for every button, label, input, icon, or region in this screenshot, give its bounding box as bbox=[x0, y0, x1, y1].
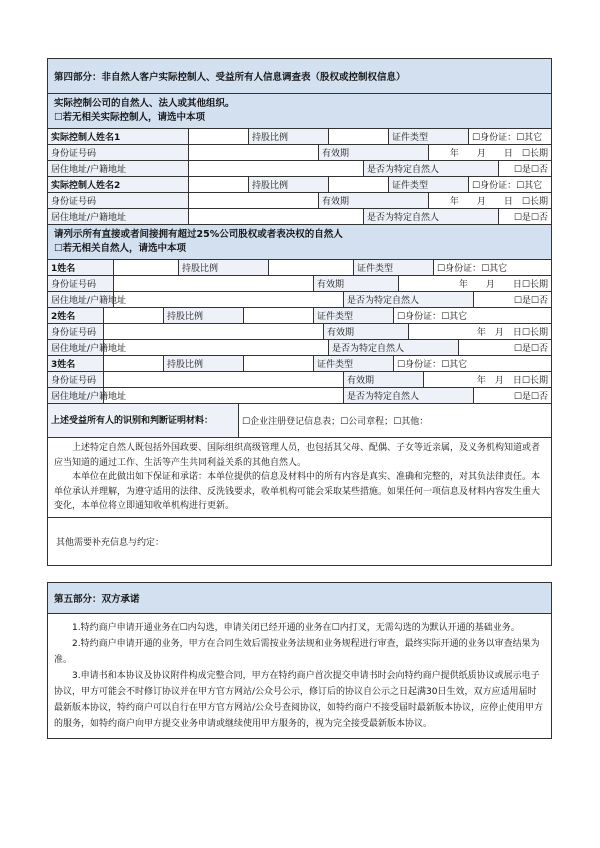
controller-group-header bbox=[48, 93, 551, 128]
address-input[interactable] bbox=[113, 292, 343, 307]
person-name-input[interactable] bbox=[113, 260, 178, 275]
evidence-row bbox=[48, 403, 551, 437]
person-id-row bbox=[48, 144, 551, 160]
controller-none-checkbox[interactable]: ☐若无相关实际控制人，请选中本项 bbox=[54, 112, 206, 123]
id-number-input[interactable] bbox=[188, 145, 318, 160]
id-type-options[interactable]: ☐身份证：☐其它 bbox=[468, 129, 551, 144]
person-name-row bbox=[48, 307, 551, 323]
other-info-label[interactable]: 其他需要补充信息与约定： bbox=[56, 537, 165, 548]
controller-group-line1: 实际控制公司的自然人、法人或其他组织。 bbox=[54, 98, 235, 109]
id-type-options[interactable]: ☐身份证：☐其它 bbox=[468, 177, 551, 192]
id-number-input[interactable] bbox=[188, 193, 318, 208]
person-address-row bbox=[48, 291, 551, 307]
part5-title: 第五部分：双方承诺 bbox=[48, 583, 551, 613]
address-label: 居住地址/户籍地址 bbox=[48, 292, 113, 307]
special-person-label: 是否为特定自然人 bbox=[343, 388, 473, 403]
person-id-row bbox=[48, 323, 551, 339]
id-type-label: 证件类型 bbox=[313, 308, 393, 323]
person-name-input[interactable] bbox=[188, 129, 248, 144]
person-name-input[interactable] bbox=[188, 177, 248, 192]
id-number-label: 身份证号码 bbox=[48, 324, 103, 339]
person-address-row bbox=[48, 160, 551, 176]
special-person-yes-no[interactable]: ☐是☐否 bbox=[458, 340, 551, 355]
id-number-input[interactable] bbox=[103, 372, 343, 387]
share-ratio-label: 持股比例 bbox=[178, 260, 268, 275]
beneficial-group-header bbox=[48, 224, 551, 259]
share-ratio-input[interactable] bbox=[328, 129, 388, 144]
valid-period-date[interactable]: 年 月 日 ☐长期 bbox=[428, 145, 551, 160]
valid-period-date[interactable]: 年 月 日☐长期 bbox=[423, 372, 551, 387]
valid-period-date[interactable]: 年 月 日☐长期 bbox=[398, 276, 551, 291]
person-name-row bbox=[48, 128, 551, 144]
id-type-label: 证件类型 bbox=[388, 129, 468, 144]
valid-period-label: 有效期 bbox=[318, 193, 428, 208]
id-number-label: 身份证号码 bbox=[48, 276, 113, 291]
person-name-label: 实际控制人姓名1 bbox=[48, 129, 188, 144]
person-name-row bbox=[48, 259, 551, 275]
id-type-label: 证件类型 bbox=[313, 356, 393, 371]
person-name-row bbox=[48, 176, 551, 192]
person-address-row bbox=[48, 339, 551, 355]
share-ratio-input[interactable] bbox=[243, 308, 313, 323]
special-person-yes-no[interactable]: ☐是☐否 bbox=[498, 209, 551, 224]
id-number-label: 身份证号码 bbox=[48, 193, 188, 208]
address-input[interactable] bbox=[103, 388, 343, 403]
evidence-label: 上述受益所有人的识别和判断证明材料： bbox=[48, 404, 238, 437]
id-type-options[interactable]: ☐身份证：☐其它 bbox=[393, 308, 551, 323]
commitment-note: 本单位在此做出如下保证和承诺：本单位提供的信息及材料中的所有内容是真实、准确和完整的，对其负法律责任。本单位承认并理解，为遵守适用的法律、反洗钱要求，收单机构可能会采取某些措施。如果任何一项信息及材料内容发生重大变化，本单位将立即通知收单机构进行更新。 bbox=[54, 472, 541, 511]
evidence-options[interactable]: ☐企业注册登记信息表；☐公司章程；☐其他： bbox=[238, 404, 551, 437]
valid-period-label: 有效期 bbox=[343, 372, 423, 387]
person-name-label: 实际控制人姓名2 bbox=[48, 177, 188, 192]
special-person-label: 是否为特定自然人 bbox=[363, 209, 498, 224]
address-label: 居住地址/户籍地址 bbox=[48, 340, 103, 355]
part4-section bbox=[47, 58, 552, 566]
id-type-label: 证件类型 bbox=[353, 260, 433, 275]
special-person-yes-no[interactable]: ☐是☐否 bbox=[473, 388, 551, 403]
other-info-row bbox=[48, 517, 551, 565]
special-person-label: 是否为特定自然人 bbox=[363, 161, 498, 176]
address-input[interactable] bbox=[188, 161, 363, 176]
person-name-label: 3姓名 bbox=[48, 356, 103, 371]
id-type-label: 证件类型 bbox=[388, 177, 468, 192]
address-input[interactable] bbox=[188, 209, 363, 224]
person-name-label: 2姓名 bbox=[48, 308, 103, 323]
beneficial-none-checkbox[interactable]: ☐若无相关自然人，请选中本项 bbox=[54, 243, 187, 254]
id-number-input[interactable] bbox=[103, 324, 323, 339]
person-address-row bbox=[48, 208, 551, 224]
person-name-input[interactable] bbox=[103, 356, 163, 371]
id-number-label: 身份证号码 bbox=[48, 372, 103, 387]
id-type-options[interactable]: ☐身份证：☐其它 bbox=[433, 260, 551, 275]
person-name-input[interactable] bbox=[103, 308, 163, 323]
share-ratio-label: 持股比例 bbox=[163, 308, 243, 323]
special-person-note: 上述特定自然人既包括外国政要、国际组织高级管理人员，也包括其父母、配偶、子女等近亲属，及义务机构知道或者应当知道的通过工作、生活等产生共同利益关系的其他自然人。 bbox=[54, 443, 541, 468]
address-label: 居住地址/户籍地址 bbox=[48, 209, 188, 224]
person-id-row bbox=[48, 371, 551, 387]
valid-period-label: 有效期 bbox=[323, 324, 408, 339]
person-id-row bbox=[48, 192, 551, 208]
part5-items bbox=[48, 613, 551, 738]
address-input[interactable] bbox=[103, 340, 328, 355]
part4-title: 第四部分：非自然人客户实际控制人、受益所有人信息调查表（股权或控制权信息） bbox=[48, 59, 551, 93]
id-type-options[interactable]: ☐身份证：☐其它 bbox=[393, 356, 551, 371]
valid-period-date[interactable]: 年 月 日 ☐长期 bbox=[428, 193, 551, 208]
person-address-row bbox=[48, 387, 551, 403]
commit-item-1: 1.特约商户申请开通业务在☐内勾选，申请关闭已经开通的业务在☐内打叉，无需勾选的为默认开通的基础业务。 bbox=[72, 622, 520, 633]
commit-item-3: 3.申请书和本协议及协议附件构成完整合同，甲方在特约商户首次提交申请书时会向特约商户提供纸质协议或展示电子协议，甲方可能会不时修订协议并在甲方官方网站/公众号公示，修订后的协议自公示之日起满30日生效，双方应适用届时最新版本协议，特约商户可以自行在甲方官方网站/公众号查阅协议，如特约商户不接受届时最新版本协议，应停止使用甲方的服务，如特约商户向甲方提交业务申请或继续使用甲方服务的，视为完全接受最新版本协议。 bbox=[54, 670, 544, 729]
share-ratio-label: 持股比例 bbox=[248, 129, 328, 144]
share-ratio-input[interactable] bbox=[243, 356, 313, 371]
address-label: 居住地址/户籍地址 bbox=[48, 388, 103, 403]
special-person-label: 是否为特定自然人 bbox=[328, 340, 458, 355]
person-id-row bbox=[48, 275, 551, 291]
person-name-row bbox=[48, 355, 551, 371]
share-ratio-input[interactable] bbox=[328, 177, 388, 192]
valid-period-label: 有效期 bbox=[318, 145, 428, 160]
special-person-yes-no[interactable]: ☐是☐否 bbox=[473, 292, 551, 307]
valid-period-label: 有效期 bbox=[313, 276, 398, 291]
person-name-label: 1姓名 bbox=[48, 260, 113, 275]
share-ratio-label: 持股比例 bbox=[163, 356, 243, 371]
valid-period-date[interactable]: 年 月 日☐长期 bbox=[408, 324, 551, 339]
special-person-yes-no[interactable]: ☐是☐否 bbox=[498, 161, 551, 176]
part5-section bbox=[47, 582, 552, 739]
share-ratio-label: 持股比例 bbox=[248, 177, 328, 192]
share-ratio-input[interactable] bbox=[268, 260, 353, 275]
id-number-input[interactable] bbox=[113, 276, 313, 291]
declaration-notes bbox=[48, 437, 551, 517]
beneficial-group-line1: 请列示所有直接或者间接拥有超过25%公司股权或者表决权的自然人 bbox=[54, 229, 343, 240]
special-person-label: 是否为特定自然人 bbox=[343, 292, 473, 307]
commit-item-2: 2.特约商户申请开通的业务，甲方在合同生效后需按业务法规和业务规程进行审查，最终实际开通的业务以审查结果为准。 bbox=[54, 638, 540, 665]
address-label: 居住地址/户籍地址 bbox=[48, 161, 188, 176]
id-number-label: 身份证号码 bbox=[48, 145, 188, 160]
